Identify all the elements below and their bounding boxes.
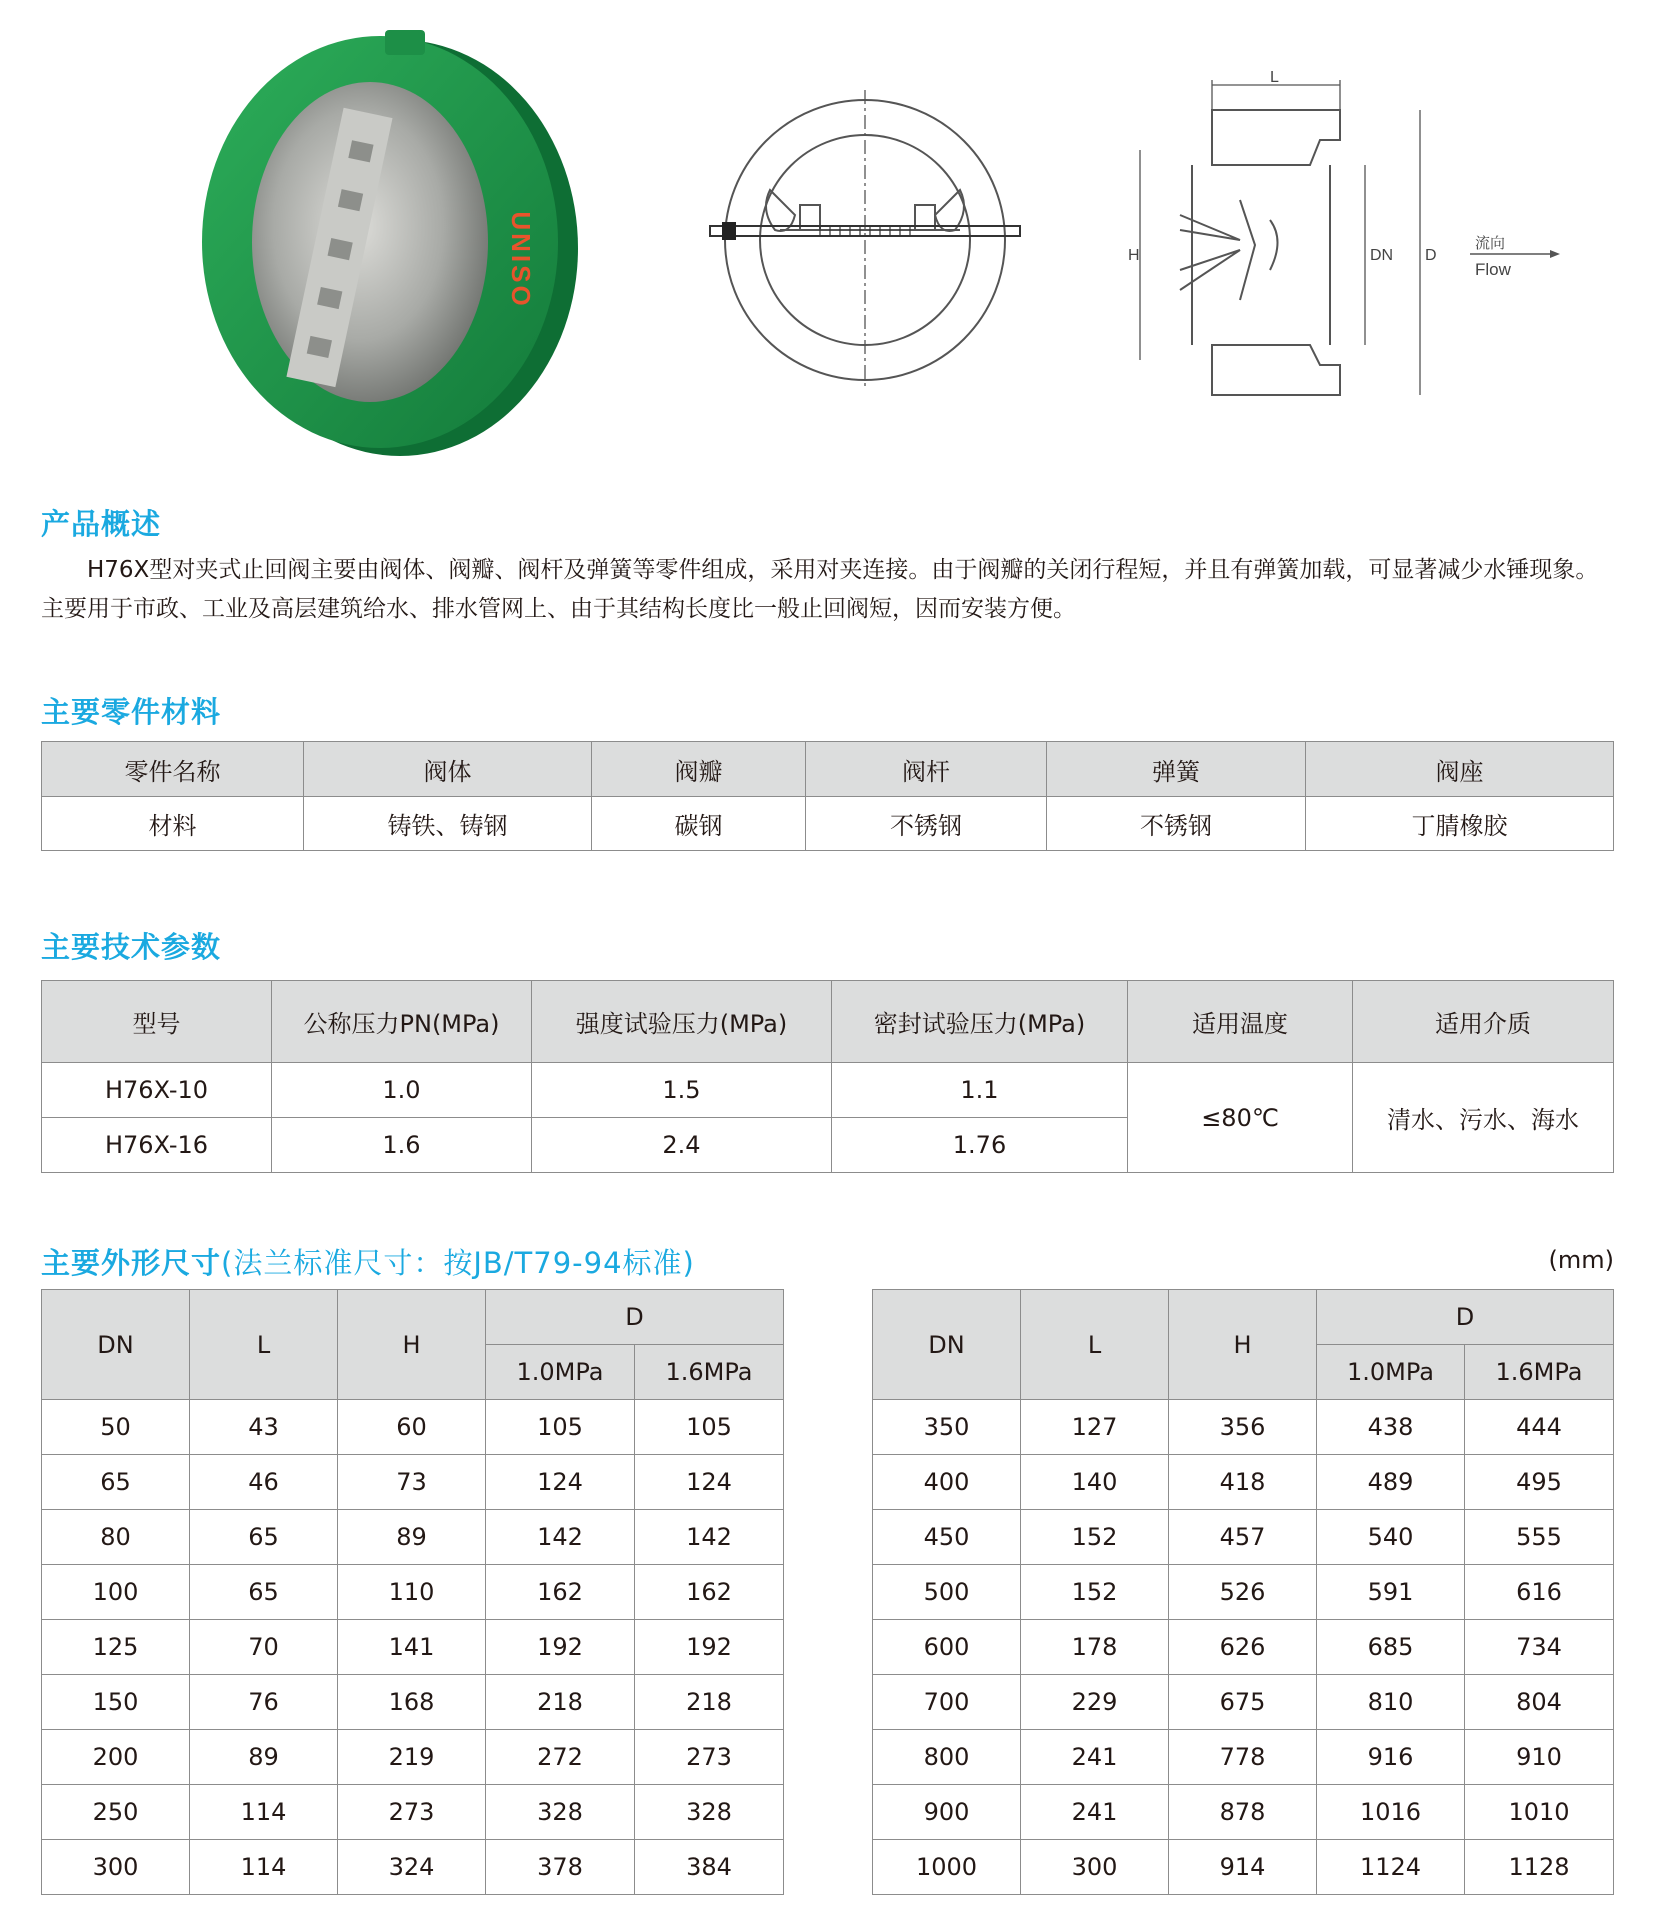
table-cell: 328: [486, 1785, 635, 1840]
table-cell: 378: [486, 1840, 635, 1895]
table-cell: 591: [1317, 1565, 1465, 1620]
params-header-row: [42, 981, 1614, 1063]
table-row: [873, 1455, 1614, 1510]
table-header: 型号: [42, 981, 272, 1063]
table-row: [42, 1620, 784, 1675]
table-cell: 910: [1465, 1730, 1614, 1785]
table-cell: 192: [486, 1620, 635, 1675]
table-cell: 800: [873, 1730, 1021, 1785]
dimensions-title-main: 主要外形尺寸: [41, 1246, 222, 1280]
table-header: D: [1317, 1290, 1614, 1345]
table-cell: 73: [338, 1455, 486, 1510]
table-cell: 1.1: [832, 1063, 1128, 1118]
table-row: [873, 1565, 1614, 1620]
table-row: [873, 1785, 1614, 1840]
table-cell: 65: [42, 1455, 190, 1510]
table-cell: 46: [190, 1455, 338, 1510]
table-cell: 600: [873, 1620, 1021, 1675]
table-cell: 495: [1465, 1455, 1614, 1510]
table-header: 适用温度: [1128, 981, 1353, 1063]
table-row: [42, 1730, 784, 1785]
table-cell: 218: [635, 1675, 784, 1730]
section-drawing: [1120, 70, 1570, 400]
table-cell: 675: [1169, 1675, 1317, 1730]
table-header: 强度试验压力(MPa): [532, 981, 832, 1063]
table-cell: 1010: [1465, 1785, 1614, 1840]
table-cell: 140: [1021, 1455, 1169, 1510]
table-cell: 1.0: [272, 1063, 532, 1118]
table-cell: 162: [635, 1565, 784, 1620]
table-cell: 489: [1317, 1455, 1465, 1510]
table-cell: 127: [1021, 1400, 1169, 1455]
table-cell: 916: [1317, 1730, 1465, 1785]
table-cell: 80: [42, 1510, 190, 1565]
table-cell: 1.76: [832, 1118, 1128, 1173]
table-cell: 626: [1169, 1620, 1317, 1675]
table-cell: 192: [635, 1620, 784, 1675]
table-cell: 1124: [1317, 1840, 1465, 1895]
table-cell: 110: [338, 1565, 486, 1620]
table-cell: 273: [338, 1785, 486, 1840]
table-header: 适用介质: [1353, 981, 1614, 1063]
table-cell: 616: [1465, 1565, 1614, 1620]
table-cell: 418: [1169, 1455, 1317, 1510]
table-cell: 65: [190, 1510, 338, 1565]
table-cell: 50: [42, 1400, 190, 1455]
params-table: [41, 980, 1614, 1173]
table-cell: 457: [1169, 1510, 1317, 1565]
table-cell: 273: [635, 1730, 784, 1785]
table-cell: 114: [190, 1840, 338, 1895]
table-cell: 76: [190, 1675, 338, 1730]
table-row: [42, 1675, 784, 1730]
table-cell: 685: [1317, 1620, 1465, 1675]
table-cell: 219: [338, 1730, 486, 1785]
table-cell: 105: [635, 1400, 784, 1455]
table-cell: 878: [1169, 1785, 1317, 1840]
table-cell: 1.6: [272, 1118, 532, 1173]
table-cell: 778: [1169, 1730, 1317, 1785]
table-cell: 丁腈橡胶: [1306, 797, 1614, 851]
table-header: 1.0MPa: [486, 1345, 635, 1400]
table-cell: 229: [1021, 1675, 1169, 1730]
table-cell: 60: [338, 1400, 486, 1455]
table-row: [42, 797, 1614, 851]
table-cell: 200: [42, 1730, 190, 1785]
table-cell: 162: [486, 1565, 635, 1620]
table-header: 零件名称: [42, 742, 304, 797]
table-cell: 178: [1021, 1620, 1169, 1675]
table-cell: 70: [190, 1620, 338, 1675]
product-photo: [190, 20, 590, 460]
table-row: [42, 1063, 1614, 1118]
table-cell: 444: [1465, 1400, 1614, 1455]
table-header: 阀杆: [806, 742, 1047, 797]
dimensions-table-right: [872, 1289, 1614, 1895]
table-header: D: [486, 1290, 784, 1345]
flow-label-en: Flow: [1475, 260, 1511, 279]
table-cell: 124: [486, 1455, 635, 1510]
table-row: [873, 1400, 1614, 1455]
table-row: [873, 1675, 1614, 1730]
table-cell: 450: [873, 1510, 1021, 1565]
table-cell: 1.5: [532, 1063, 832, 1118]
table-row: [42, 1840, 784, 1895]
table-cell: 300: [42, 1840, 190, 1895]
params-title: 主要技术参数: [41, 930, 222, 964]
table-cell: 1128: [1465, 1840, 1614, 1895]
table-header: H: [1169, 1290, 1317, 1400]
table-cell: 43: [190, 1400, 338, 1455]
table-header: 密封试验压力(MPa): [832, 981, 1128, 1063]
dimensions-header-row: [873, 1290, 1614, 1345]
dimensions-left-body: [42, 1400, 784, 1895]
table-cell: 152: [1021, 1510, 1169, 1565]
table-header: L: [1021, 1290, 1169, 1400]
table-cell: 105: [486, 1400, 635, 1455]
materials-table: [41, 741, 1614, 851]
table-cell: 65: [190, 1565, 338, 1620]
dimensions-table-left: [41, 1289, 784, 1895]
table-cell: 900: [873, 1785, 1021, 1840]
table-cell: 141: [338, 1620, 486, 1675]
table-cell: 734: [1465, 1620, 1614, 1675]
table-cell: 324: [338, 1840, 486, 1895]
table-cell: 272: [486, 1730, 635, 1785]
table-cell: 250: [42, 1785, 190, 1840]
table-cell: 1016: [1317, 1785, 1465, 1840]
table-cell: 500: [873, 1565, 1021, 1620]
table-cell: 碳钢: [592, 797, 806, 851]
table-cell: 152: [1021, 1565, 1169, 1620]
dim-label-l: L: [1270, 70, 1279, 86]
dim-label-d: D: [1425, 247, 1437, 264]
medium-cell: 清水、污水、海水: [1353, 1063, 1614, 1173]
table-cell: 不锈钢: [806, 797, 1047, 851]
flow-arrow-icon: [1550, 250, 1560, 258]
table-header: 公称压力PN(MPa): [272, 981, 532, 1063]
table-header: 1.6MPa: [635, 1345, 784, 1400]
table-cell: 218: [486, 1675, 635, 1730]
table-header: H: [338, 1290, 486, 1400]
table-cell: 810: [1317, 1675, 1465, 1730]
table-cell: 350: [873, 1400, 1021, 1455]
table-cell: 300: [1021, 1840, 1169, 1895]
table-row: [873, 1510, 1614, 1565]
overview-title: 产品概述: [41, 507, 162, 541]
table-cell: H76X-16: [42, 1118, 272, 1173]
dimensions-right-body: [873, 1400, 1614, 1895]
dimensions-subtitle: (法兰标准尺寸：按JB/T79-94标准): [221, 1246, 695, 1280]
table-cell: 不锈钢: [1047, 797, 1306, 851]
table-cell: 1000: [873, 1840, 1021, 1895]
table-cell: 142: [486, 1510, 635, 1565]
table-header: 阀座: [1306, 742, 1614, 797]
table-row: [873, 1730, 1614, 1785]
overview-text: H76X型对夹式止回阀主要由阀体、阀瓣、阀杆及弹簧等零件组成，采用对夹连接。由于阀瓣的关闭行程短，并且有弹簧加载，可显著减少水锤现象。主要用于市政、工业及高层建筑给水、排水管网上、由于其结构长度比一般止回阀短，因而安装方便。: [41, 557, 1599, 622]
table-header: DN: [873, 1290, 1021, 1400]
table-cell: 2.4: [532, 1118, 832, 1173]
table-row: [42, 1455, 784, 1510]
table-row: [873, 1840, 1614, 1895]
table-header: 阀体: [304, 742, 592, 797]
table-cell: 700: [873, 1675, 1021, 1730]
table-cell: 168: [338, 1675, 486, 1730]
brand-text: UNISO: [506, 211, 536, 309]
table-row: [42, 1400, 784, 1455]
table-cell: 356: [1169, 1400, 1317, 1455]
table-cell: 241: [1021, 1785, 1169, 1840]
dimensions-title: [41, 1241, 695, 1282]
table-row: [42, 1785, 784, 1840]
dim-label-h: H: [1128, 247, 1140, 264]
unit-label: (mm): [1548, 1246, 1614, 1274]
table-cell: H76X-10: [42, 1063, 272, 1118]
table-cell: 328: [635, 1785, 784, 1840]
table-cell: 438: [1317, 1400, 1465, 1455]
table-cell: 540: [1317, 1510, 1465, 1565]
table-cell: 804: [1465, 1675, 1614, 1730]
materials-header-row: [42, 742, 1614, 797]
table-cell: 384: [635, 1840, 784, 1895]
table-cell: 124: [635, 1455, 784, 1510]
table-cell: 142: [635, 1510, 784, 1565]
front-view-drawing: [700, 90, 1030, 400]
table-cell: 526: [1169, 1565, 1317, 1620]
temperature-cell: ≤80℃: [1128, 1063, 1353, 1173]
table-row: [42, 1565, 784, 1620]
table-header: L: [190, 1290, 338, 1400]
materials-title: 主要零件材料: [41, 695, 222, 729]
dimensions-header-row: [42, 1290, 784, 1345]
table-row: [873, 1620, 1614, 1675]
table-cell: 100: [42, 1565, 190, 1620]
table-cell: 125: [42, 1620, 190, 1675]
table-cell: 114: [190, 1785, 338, 1840]
table-header: 1.0MPa: [1317, 1345, 1465, 1400]
table-cell: 89: [190, 1730, 338, 1785]
table-cell: 150: [42, 1675, 190, 1730]
table-cell: 铸铁、铸钢: [304, 797, 592, 851]
table-header: DN: [42, 1290, 190, 1400]
table-cell: 材料: [42, 797, 304, 851]
table-cell: 914: [1169, 1840, 1317, 1895]
dim-label-dn: DN: [1370, 247, 1394, 264]
table-header: 1.6MPa: [1465, 1345, 1614, 1400]
flow-label-cn: 流向: [1475, 234, 1506, 252]
table-cell: 555: [1465, 1510, 1614, 1565]
table-row: [42, 1510, 784, 1565]
table-cell: 400: [873, 1455, 1021, 1510]
table-header: 阀瓣: [592, 742, 806, 797]
table-cell: 241: [1021, 1730, 1169, 1785]
table-cell: 89: [338, 1510, 486, 1565]
table-header: 弹簧: [1047, 742, 1306, 797]
